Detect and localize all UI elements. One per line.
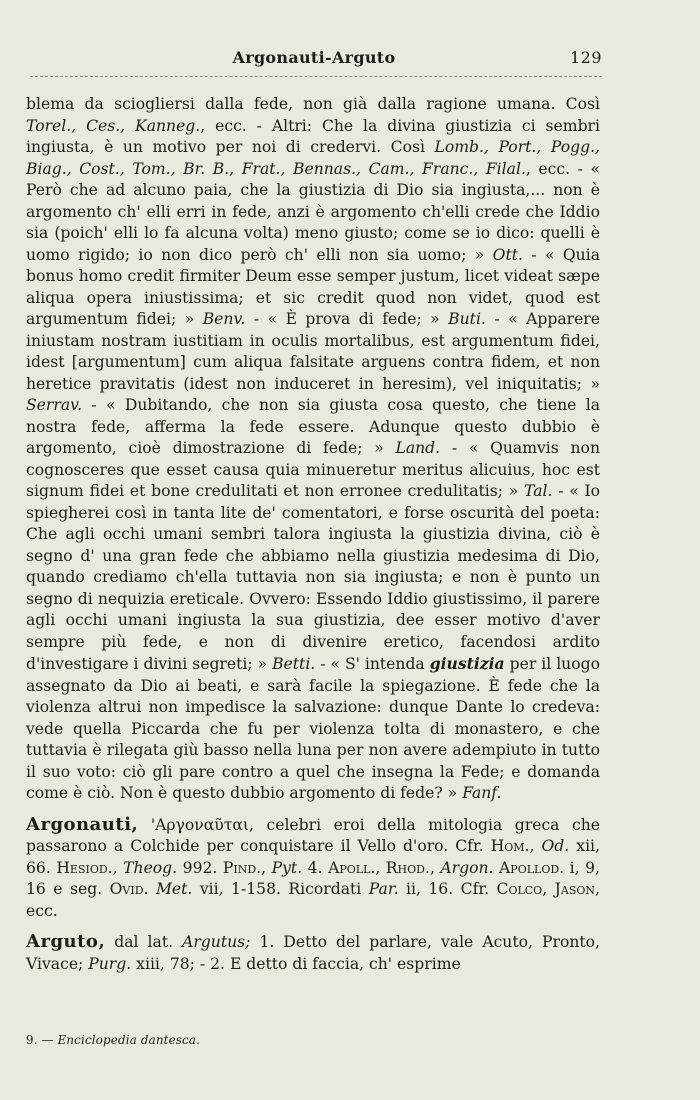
publication-title: Enciclopedia dantesca. (57, 1033, 201, 1047)
paragraph-continuation: blema da sciogliersi dalla fede, non già dalla ragione umana. Così Torel., Ces., Kanneg., ecc. - Altri: Che la divina giustizia ci sembri ingiusta, è un motivo per noi di credervi. Così Lomb., Port., Pogg., Biag., Cost., Tom., Br. B., Frat., Bennas., Cam., Franc., Filal., ecc. - « Però che ad alcuno paia, che la giustizia di Dio sia ingiusta,... non è argomento ch' elli erri in fede, anzi è argomento ch'elli crede che Iddio sia (poich' elli lo fa alcuna volta) meno giusto; come se io dico: quelli è uomo rigido; io non dico però ch' elli non sia uomo; » Ott. - « Quia bonus homo credit firmiter Deum esse semper justum, licet videat sæpe aliqua opera iniustissima; et sic credit quod non videt, quod est argumentum fidei; » Benv. - « È prova di fede; » Buti. - « Apparere iniustam nostram iustitiam in oculis mortalibus, est argumentum fidei, idest [argumentum] cum aliqua falsitate arguens contra fidem, et non heretice pravitatis (idest non induceret in heresim), vel iniquitatis; » Serrav. - « Dubitando, che non sia giusta cosa questo, che tiene la nostra fede, afferma la fede essere. Adunque questo dubbio è argomento, cioè dimostrazione di fede; » Land. - « Quamvis non cognosceres que esset causa quia minueretur meritus alicuius, hoc est signum fidei et bone credulitati et non erronee credulitatis; » Tal. - « Io spiegherei così in tanta lite de' comentatori, e forse oscurità del poeta: Che agli occhi umani sembri talora ingiusta la giustizia divina, ciò è segno d' una gran fede che abbiamo nella giustizia medesima di Dio, quando crediamo ch'ella tuttavia non sia ingiusta; e non è punto un segno di nequizia ereticale. Ovvero: Essendo Iddio giustissimo, il parere agli occhi umani ingiusta la sua giustizia, dee esser motivo d'aver sempre più fede, e non di divenire eretico, facendosi ardito d'investigare i divini segreti; » Betti. - « S' intenda giustizia per il luogo assegnato da Dio ai beati, e sarà facile la spiegazione. È fede che la violenza altrui non impedisce la salvazione: dunque Dante lo credeva: vede quella Piccarda che fu per violenza tolta di monastero, e che tuttavia è rilegata giù basso nella luna per non avere adempiuto in tutto il suo voto: ciò gli pare contro a quel che insegna la Fede; e domanda come è ciò. Non è questo dubbio argomento di fede? » Fanf. (26, 95, 601, 802)
page-header (26, 48, 602, 72)
running-head: Argonauti-Arguto (232, 48, 396, 67)
page-footer (26, 1033, 200, 1047)
headword-argonauti: Argonauti, (26, 813, 139, 835)
entry-argonauti: Argonauti, 'Αργοναῦται, celebri eroi della mitologia greca che passarono a Colchide per conquistare il Vello d'oro. Cfr. Hom., Od. xii, 66. Hesiod., Theog. 992. Pind., Pyt. 4. Apoll., Rhod., Argon. Apollod. i, 9, 16 e seg. Ovid. Met. vii, 1-158. Ricordati Par. ii, 16. Cfr. Colco, Jason, ecc. (26, 813, 600, 920)
page-body (26, 94, 600, 975)
header-rule (30, 76, 602, 77)
signature-mark: 9. — (26, 1033, 58, 1047)
page-number: 129 (569, 48, 602, 67)
entry-arguto: Arguto, dal lat. Argutus; 1. Detto del parlare, vale Acuto, Pronto, Vivace; Purg. xiii, 78; - 2. E detto di faccia, ch' esprime (26, 931, 600, 973)
headword-arguto: Arguto, (26, 931, 106, 952)
